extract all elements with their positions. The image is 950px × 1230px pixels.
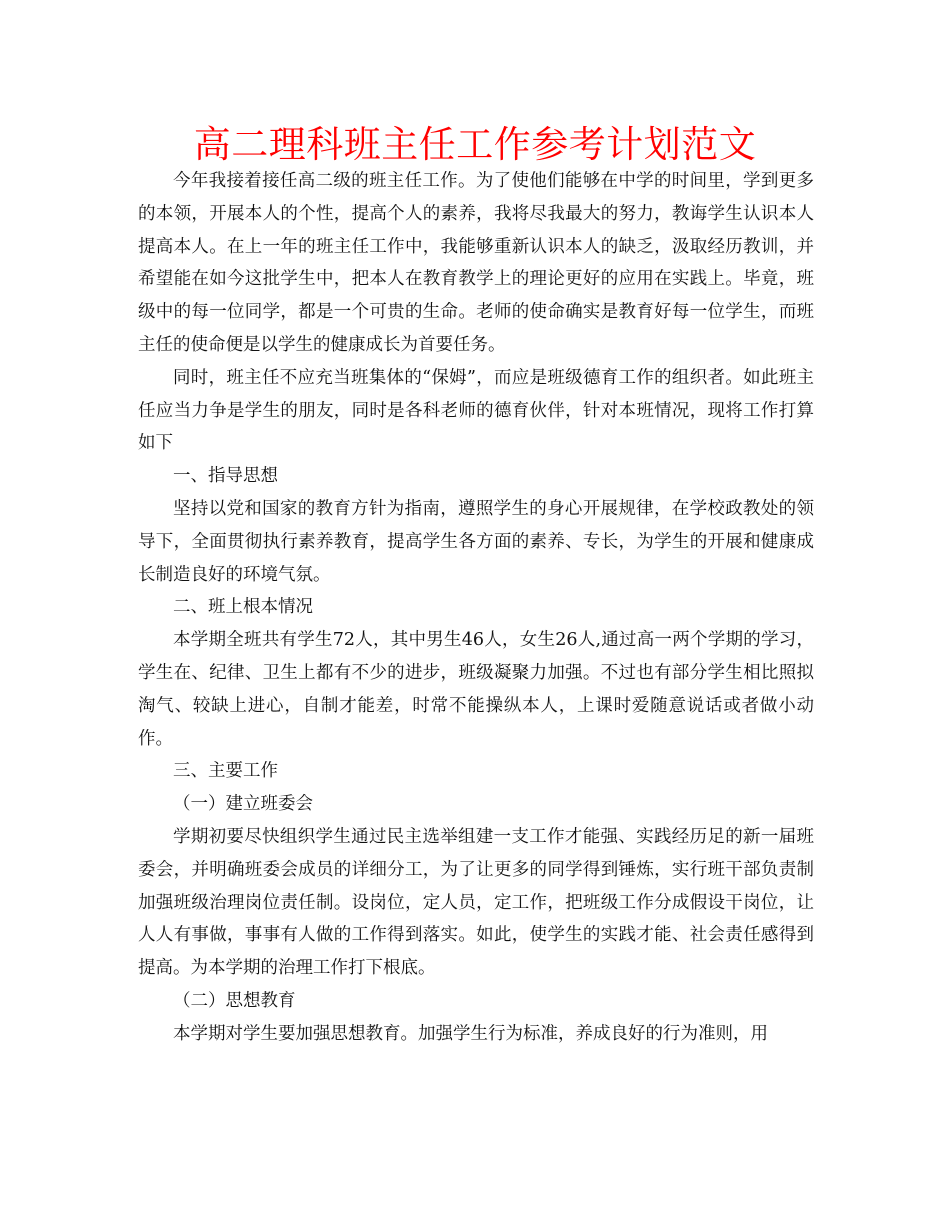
section-heading-main-work: 三、主要工作	[173, 761, 278, 782]
document-title: 高二理科班主任工作参考计划范文	[193, 123, 757, 166]
section-heading-class-situation: 二、班上根本情况	[173, 597, 313, 618]
section-heading-guiding-ideology: 一、指导思想	[173, 466, 278, 487]
paragraph-guiding-ideology: 坚持以党和国家的教育方针为指南，遵照学生的身心开展规律，在学校政教处的领导下，全面贯彻执行素养教育，提高学生各方面的素养、专长，为学生的开展和健康成长制造良好的环境气氛。	[138, 498, 814, 585]
paragraph-intro: 今年我接着接任高二级的班主任工作。为了使他们能够在中学的时间里，学到更多的本领，开展本人的个性，提高个人的素养，我将尽我最大的努力，教诲学生认识本人提高本人。在上一年的班主任工作中，我能够重新认识本人的缺乏，汲取经历教训，并希望能在如今这批学生中，把本人在教育教学上的理论更好的应用在实践上。毕竟，班级中的每一位同学，都是一个可贵的生命。老师的使命确实是教育好每一位学生，而班主任的使命便是以学生的健康成长为首要任务。	[138, 171, 814, 355]
subsection-heading-class-committee: （一）建立班委会	[173, 794, 313, 815]
paragraph-ideological-education: 本学期对学生要加强思想教育。加强学生行为标准，养成良好的行为准则，用	[173, 1023, 768, 1044]
document-body	[138, 165, 814, 1051]
paragraph-class-situation: 本学期全班共有学生72人，其中男生46人，女生26人,通过高一两个学期的学习，学生在、纪律、卫生上都有不少的进步，班级凝聚力加强。不过也有部分学生相比照拟淘气、较缺上进心，自制才能差，时常不能操纵本人，上课时爱随意说话或者做小动作。	[138, 630, 814, 749]
paragraph-class-committee: 学期初要尽快组织学生通过民主选举组建一支工作才能强、实践经历足的新一届班委会，并明确班委会成员的详细分工，为了让更多的同学得到锤炼，实行班干部负责制加强班级治理岗位责任制。设岗位，定人员，定工作，把班级工作分成假设干岗位，让人人有事做，事事有人做的工作得到落实。如此，使学生的实践才能、社会责任感得到提高。为本学期的治理工作打下根底。	[138, 826, 814, 979]
subsection-heading-ideological-education: （二）思想教育	[173, 990, 296, 1011]
paragraph-role: 同时，班主任不应充当班集体的“保姆”，而应是班级德育工作的组织者。如此班主任应当力争是学生的朋友，同时是各科老师的德育伙伴，针对本班情况，现将工作打算如下	[138, 367, 814, 454]
